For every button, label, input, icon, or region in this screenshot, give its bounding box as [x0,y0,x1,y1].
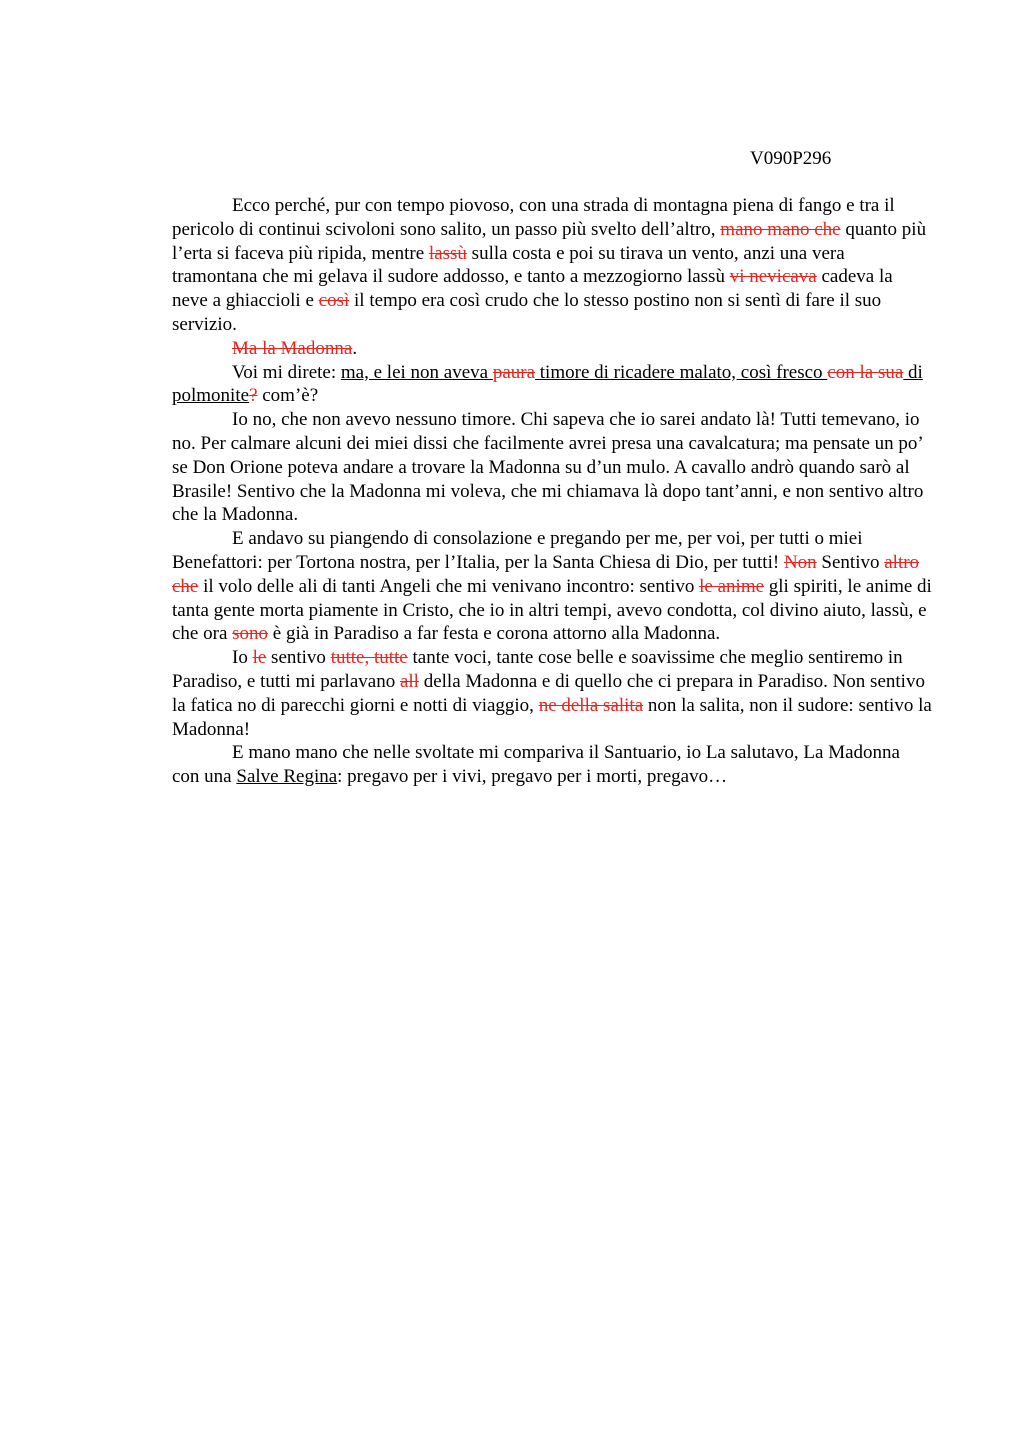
deleted-text: le anime [699,575,765,597]
text-run: . [352,337,358,359]
page-reference: V090P296 [750,148,832,169]
deleted-text: tutte, tutte [330,647,408,669]
deleted-text: lassù [428,242,467,264]
text-run: sentivo [266,647,331,669]
text-run: sulla costa e poi su tirava un vento, anzi una vera tramontana che mi gelava il sudore addosso, e tanto a mezzogiorno lassù [172,242,845,288]
text-run: il tempo era così crudo che lo stesso postino non si sentì di fare il suo servizio. [172,290,882,335]
deleted-text: Non [783,551,817,573]
text-run: Ecco perché, pur con tempo piovoso, con una strada di montagna piena di fango e tra il pericolo di continui scivoloni sono salito, un passo più svelto dell’altro, [172,195,895,240]
paragraph-7 [172,741,932,789]
paragraph-1 [172,194,932,337]
text-run: Io no, che non avevo nessuno timore. Chi sapeva che io sarei andato là! Tutti temevano, io no. Per calmare alcuni dei miei dissi che facilmente avrei presa una cavalcatura; ma pensate un po’ se Don Orione poteva andare a trovare la Madonna su d’un mulo. A cavallo andrò quando sarò al Brasile! Sentivo che la Madonna mi voleva, che mi chiamava là dopo tant’anni, e non sentivo altro che la Madonna. [172,409,924,526]
text-run: Voi mi direte: [232,361,341,383]
text-run: della Madonna e di quello che ci prepara in Paradiso. Non sentivo la fatica no di parecchi giorni e notti di viaggio, [172,670,925,716]
deleted-text: così [318,290,350,312]
text-run: Io [232,647,253,669]
text-run: E mano mano che nelle svoltate mi compariva il Santuario, io La salutavo, La Madonna con una [172,742,900,788]
underlined-text: timore di ricadere malato, così fresco [535,361,828,383]
text-run: com’è? [257,385,319,407]
underlined-text: di polmonite [172,361,923,407]
text-run: il volo delle ali di tanti Angeli che mi venivano incontro: sentivo [198,575,700,597]
text-run: E andavo su piangendo di consolazione e pregando per me, per voi, per tutti o miei Benefattori: per Tortona nostra, per l’Italia, per la Santa Chiesa di Dio, per tutti! [172,528,863,573]
text-run: non la salita, non il sudore: sentivo la Madonna! [172,694,932,740]
text-run: Sentivo [816,551,885,573]
text-run: : pregavo per i vivi, pregavo per i morti, pregavo… [337,766,728,788]
deleted-text: Ma la Madonna [232,337,353,359]
text-run: quanto più l’erta si faceva più ripida, mentre [172,218,927,264]
paragraph-6 [172,646,932,741]
deleted-text: mano mano che [720,218,841,240]
paragraph-2 [172,337,932,361]
deleted-text: le [252,647,267,669]
deleted-text: paura [492,361,536,383]
deleted-text: ne della salita [538,694,644,716]
paragraph-3 [172,361,932,409]
text-run: cadeva la neve a ghiaccioli e [172,266,893,312]
paragraph-5 [172,527,932,646]
text-run: è già in Paradiso a far festa e corona attorno alla Madonna. [268,623,721,645]
deleted-text: vi nevicava [729,266,817,288]
text-run: gli spiriti, le anime di tanta gente morta piamente in Cristo, che io in altri tempi, avevo condotta, col divino aiuto, lassù, e che ora [172,575,932,645]
underlined-text: Salve Regina [236,766,338,788]
deleted-text: con la sua [827,361,904,383]
deleted-text: sono [232,623,269,645]
underlined-text: ma, e lei non aveva [340,361,493,383]
text-run: tante voci, tante cose belle e soavissime che meglio sentiremo in Paradiso, e tutti mi parlavano [172,647,903,692]
paragraph-4 [172,408,932,527]
deleted-text: all [399,670,419,692]
document-body [172,194,932,789]
deleted-text: altro che [172,551,920,597]
deleted-text: ? [249,385,258,407]
